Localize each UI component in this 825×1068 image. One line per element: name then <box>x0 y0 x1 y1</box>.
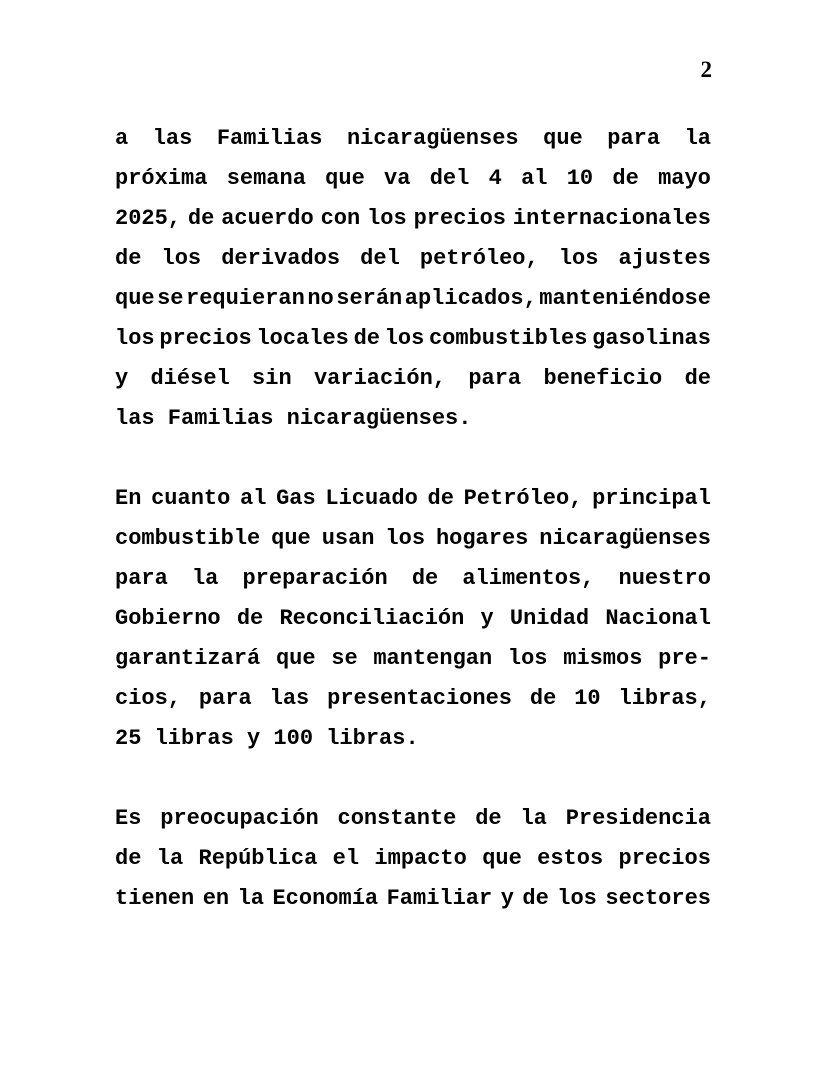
word: los <box>385 526 426 551</box>
word: que <box>325 166 365 191</box>
word: República <box>198 846 318 871</box>
word: preparación <box>242 566 388 591</box>
word: las <box>269 686 310 711</box>
word: pre- <box>658 646 711 671</box>
word: de <box>529 686 557 711</box>
word: se <box>157 286 184 311</box>
word: ajustes <box>618 246 711 271</box>
word: alimentos, <box>462 566 595 591</box>
word: de <box>475 806 502 831</box>
paragraph <box>115 119 711 439</box>
word: los <box>384 326 425 351</box>
word: la <box>237 886 264 911</box>
word: aplicados, <box>404 286 537 311</box>
word: de <box>353 326 380 351</box>
word: de <box>684 366 711 391</box>
text-line <box>115 599 711 639</box>
text-line <box>115 799 711 839</box>
word: de <box>427 486 454 511</box>
word: cios, <box>115 686 182 711</box>
word: serán <box>336 286 403 311</box>
word: la <box>684 126 711 151</box>
word: próxima <box>115 166 208 191</box>
word: Licuado <box>325 486 418 511</box>
text-line <box>115 479 711 519</box>
word: y <box>480 606 494 631</box>
word: Petróleo, <box>463 486 583 511</box>
word: preocupación <box>160 806 319 831</box>
word: para <box>198 686 252 711</box>
word: va <box>384 166 411 191</box>
word: Gobierno <box>115 606 221 631</box>
text-line: 25 libras y 100 libras. <box>115 726 419 751</box>
word: mismos <box>563 646 643 671</box>
word: la <box>191 566 219 591</box>
text-line <box>115 879 711 919</box>
word: para <box>115 566 168 591</box>
word: impacto <box>374 846 467 871</box>
word: los <box>115 326 155 351</box>
word: nuestro <box>618 566 711 591</box>
word: precios <box>159 326 252 351</box>
word: Reconciliación <box>279 606 465 631</box>
word: el <box>332 846 360 871</box>
word: nicaragüenses <box>539 526 711 551</box>
word: al <box>521 166 548 191</box>
word: principal <box>592 486 711 511</box>
text-line <box>115 839 711 879</box>
text-line <box>115 119 711 159</box>
text-line <box>115 239 711 279</box>
word: Nacional <box>605 606 711 631</box>
word: la <box>156 846 184 871</box>
word: del <box>429 166 470 191</box>
word: que <box>543 126 583 151</box>
word: los <box>507 646 548 671</box>
word: la <box>520 806 547 831</box>
word: hogares <box>435 526 529 551</box>
document-body <box>115 119 711 919</box>
word: acuerdo <box>221 206 314 231</box>
word: con <box>320 206 361 231</box>
page-number: 2 <box>700 57 712 82</box>
word: combustibles <box>428 326 588 351</box>
word: Presidencia <box>565 806 711 831</box>
word: cuanto <box>151 486 231 511</box>
word: que <box>482 846 522 871</box>
word: Economía <box>272 886 379 911</box>
word: los <box>558 246 599 271</box>
word: a <box>115 126 129 151</box>
word: que <box>275 646 316 671</box>
word: precios <box>413 206 507 231</box>
text-line <box>115 359 711 399</box>
word: precios <box>618 846 711 871</box>
word: de <box>115 246 142 271</box>
word: estos <box>537 846 604 871</box>
text-line <box>115 679 711 719</box>
word: garantizará <box>115 646 261 671</box>
word: beneficio <box>543 366 663 391</box>
word: 2025, <box>115 206 182 231</box>
word: y <box>115 366 129 391</box>
word: derivados <box>221 246 341 271</box>
word: de <box>115 846 142 871</box>
paragraph <box>115 479 711 759</box>
word: del <box>360 246 400 271</box>
paragraph <box>115 799 711 919</box>
word: gasolinas <box>592 326 711 351</box>
word: sin <box>252 366 292 391</box>
word: nicaragüenses <box>346 126 519 151</box>
text-line <box>115 639 711 679</box>
word: se <box>331 646 358 671</box>
text-line: las Familias nicaragüenses. <box>115 406 472 431</box>
text-line <box>115 559 711 599</box>
word: 10 <box>566 166 594 191</box>
word: requieran <box>186 286 305 311</box>
word: Gas <box>276 486 316 511</box>
word: para <box>607 126 661 151</box>
word: constante <box>337 806 457 831</box>
word: manteniéndose <box>539 286 711 311</box>
word: tienen <box>115 886 195 911</box>
word: de <box>236 606 264 631</box>
word: Unidad <box>509 606 590 631</box>
word: mantengan <box>373 646 493 671</box>
word: semana <box>226 166 306 191</box>
word: locales <box>256 326 349 351</box>
word: usan <box>321 526 375 551</box>
word: presentaciones <box>327 686 512 711</box>
word: sectores <box>605 886 711 911</box>
word: los <box>161 246 202 271</box>
word: que <box>271 526 311 551</box>
word: y <box>500 886 514 911</box>
word: los <box>367 206 407 231</box>
word: 10 <box>574 686 601 711</box>
word: Familias <box>216 126 323 151</box>
word: al <box>240 486 267 511</box>
word: Es <box>115 806 142 831</box>
text-line <box>115 519 711 559</box>
word: Familiar <box>386 886 493 911</box>
word: de <box>612 166 639 191</box>
word: para <box>468 366 522 391</box>
word: de <box>522 886 549 911</box>
word: internacionales <box>512 206 711 231</box>
word: los <box>557 886 597 911</box>
word: de <box>187 206 215 231</box>
text-line <box>115 279 711 319</box>
text-line <box>115 319 711 359</box>
word: petróleo, <box>419 246 539 271</box>
text-line <box>115 159 711 199</box>
word: variación, <box>313 366 446 391</box>
word: En <box>115 486 142 511</box>
word: combustible <box>115 526 261 551</box>
word: las <box>152 126 193 151</box>
word: diésel <box>150 366 230 391</box>
word: libras, <box>618 686 711 711</box>
word: no <box>307 286 334 311</box>
word: de <box>411 566 439 591</box>
word: 4 <box>488 166 502 191</box>
text-line <box>115 199 711 239</box>
word: mayo <box>658 166 711 191</box>
word: que <box>115 286 155 311</box>
word: en <box>202 886 230 911</box>
